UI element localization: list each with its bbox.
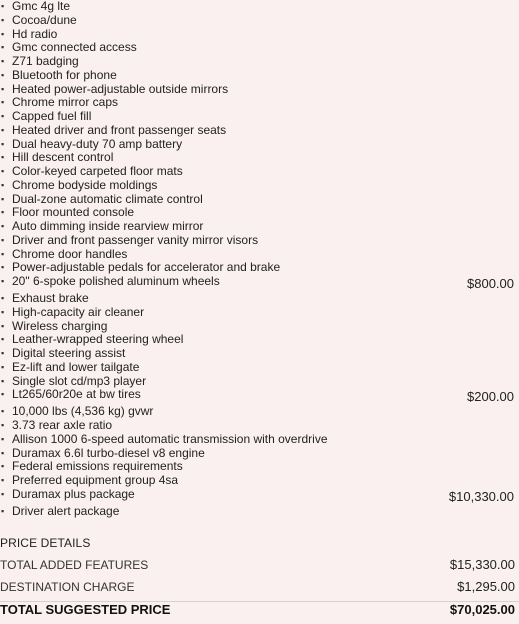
feature-label: Hill descent control	[12, 150, 114, 165]
bullet-icon: ▪	[1, 124, 5, 135]
feature-label: Federal emissions requirements	[12, 459, 183, 474]
feature-label: Color-keyed carpeted floor mats	[12, 164, 183, 178]
bullet-icon: ▪	[1, 505, 5, 516]
bullet-icon: ▪	[1, 406, 5, 417]
feature-label: Preferred equipment group 4sa	[12, 473, 179, 487]
feature-label: Duramax plus package	[12, 486, 135, 501]
bullet-icon: ▪	[1, 56, 5, 66]
feature-label: Capped fuel fill	[12, 109, 92, 123]
total-added-features-value: $15,330.00	[449, 557, 515, 572]
bullet-icon: ▪	[1, 306, 5, 317]
feature-label: Floor mounted console	[12, 205, 135, 220]
bullet-icon: ▪	[1, 152, 5, 163]
feature-item	[0, 179, 519, 193]
bullet-icon: ▪	[1, 488, 5, 499]
bullet-icon: ▪	[1, 111, 5, 121]
feature-label: High-capacity air cleaner	[12, 304, 145, 319]
feature-price: $10,330.00	[448, 488, 514, 504]
bullet-icon: ▪	[1, 433, 5, 444]
feature-item	[0, 375, 519, 389]
feature-label: Bluetooth for phone	[12, 67, 117, 82]
bullet-icon: ▪	[1, 361, 5, 372]
bullet-icon: ▪	[1, 193, 5, 204]
bullet-icon: ▪	[1, 97, 5, 108]
bullet-icon: ▪	[1, 420, 5, 430]
feature-item	[0, 347, 519, 361]
feature-item	[0, 275, 519, 292]
bullet-icon: ▪	[1, 221, 5, 231]
total-suggested-price-row	[0, 602, 519, 624]
feature-label: Chrome bodyside moldings	[12, 177, 158, 192]
bullet-icon: ▪	[1, 179, 5, 190]
feature-item	[0, 292, 519, 306]
feature-label: Chrome door handles	[12, 246, 128, 261]
feature-item	[0, 138, 519, 152]
bullet-icon: ▪	[1, 234, 5, 245]
feature-label: Digital steering assist	[12, 346, 126, 360]
feature-item	[0, 460, 519, 474]
bullet-icon: ▪	[1, 83, 5, 94]
bullet-icon: ▪	[1, 138, 5, 149]
price-details	[0, 536, 519, 624]
price-details-title: PRICE DETAILS	[0, 536, 91, 550]
feature-label: Allison 1000 6-speed automatic transmission with overdrive	[12, 431, 328, 446]
feature-item	[0, 14, 519, 28]
feature-item	[0, 388, 519, 405]
feature-label: Ez-lift and lower tailgate	[12, 359, 140, 374]
feature-item	[0, 433, 519, 447]
feature-item	[0, 220, 519, 234]
bullet-icon: ▪	[1, 248, 5, 259]
bullet-icon: ▪	[1, 375, 5, 386]
feature-item	[0, 124, 519, 138]
feature-item	[0, 55, 519, 69]
total-added-features-row	[0, 557, 519, 579]
feature-item	[0, 41, 519, 55]
feature-price: $800.00	[467, 276, 514, 291]
feature-item	[0, 306, 519, 320]
feature-item	[0, 69, 519, 83]
feature-item	[0, 261, 519, 275]
feature-label: Gmc 4g lte	[12, 0, 71, 13]
feature-label: Heated driver and front passenger seats	[12, 122, 227, 137]
feature-item	[0, 28, 519, 42]
feature-item	[0, 488, 519, 505]
feature-item	[0, 165, 519, 179]
feature-label: Chrome mirror caps	[12, 95, 119, 110]
bullet-icon: ▪	[1, 320, 5, 331]
bullet-icon: ▪	[1, 207, 5, 218]
bullet-icon: ▪	[1, 1, 5, 11]
feature-item	[0, 505, 519, 519]
feature-item	[0, 0, 519, 14]
feature-item	[0, 333, 519, 347]
feature-label: Dual heavy-duty 70 amp battery	[12, 136, 183, 151]
feature-item	[0, 474, 519, 488]
bullet-icon: ▪	[1, 262, 5, 273]
bullet-icon: ▪	[1, 293, 5, 303]
feature-item	[0, 96, 519, 110]
feature-item	[0, 234, 519, 248]
feature-label: Hd radio	[12, 26, 58, 41]
bullet-icon: ▪	[1, 447, 5, 458]
feature-label: Cocoa/dune	[12, 12, 77, 27]
feature-label: Gmc connected access	[12, 40, 137, 55]
feature-label: Single slot cd/mp3 player	[12, 373, 147, 388]
total-suggested-price-value: $70,025.00	[449, 602, 515, 617]
feature-item	[0, 419, 519, 433]
feature-item	[0, 405, 519, 419]
total-suggested-price-label: TOTAL SUGGESTED PRICE	[0, 602, 171, 617]
feature-label: 10,000 lbs (4,536 kg) gvwr	[12, 404, 154, 419]
feature-item	[0, 193, 519, 207]
total-added-features-label: TOTAL ADDED FEATURES	[0, 558, 149, 572]
bullet-icon: ▪	[1, 42, 5, 53]
feature-label: Wireless charging	[12, 318, 108, 333]
feature-item	[0, 320, 519, 334]
bullet-icon: ▪	[1, 14, 5, 25]
bullet-icon: ▪	[1, 348, 5, 358]
feature-label: Z71 badging	[12, 54, 79, 68]
feature-label: Exhaust brake	[12, 291, 89, 305]
bullet-icon: ▪	[1, 334, 5, 345]
bullet-icon: ▪	[1, 28, 5, 39]
feature-item	[0, 447, 519, 461]
feature-label: Driver alert package	[12, 503, 120, 518]
feature-label: Driver and front passenger vanity mirror visors	[12, 232, 259, 247]
feature-label: Leather-wrapped steering wheel	[12, 332, 184, 347]
feature-item	[0, 151, 519, 165]
feature-label: 20" 6-spoke polished aluminum wheels	[12, 274, 220, 288]
feature-label: Heated power-adjustable outside mirrors	[12, 81, 229, 96]
feature-item	[0, 83, 519, 97]
feature-item	[0, 110, 519, 124]
feature-label: Power-adjustable pedals for accelerator and brake	[12, 260, 281, 275]
bullet-icon: ▪	[1, 461, 5, 472]
feature-item	[0, 361, 519, 375]
bullet-icon: ▪	[1, 69, 5, 80]
bullet-icon: ▪	[1, 276, 5, 286]
feature-item	[0, 248, 519, 262]
destination-charge-value: $1,295.00	[457, 579, 515, 594]
feature-label: Lt265/60r20e at bw tires	[12, 387, 141, 402]
destination-charge-row	[0, 579, 519, 601]
feature-label: Auto dimming inside rearview mirror	[12, 219, 204, 233]
bullet-icon: ▪	[1, 475, 5, 485]
destination-charge-label: DESTINATION CHARGE	[0, 580, 135, 594]
feature-label: Duramax 6.6l turbo-diesel v8 engine	[12, 445, 205, 460]
feature-item	[0, 206, 519, 220]
feature-label: 3.73 rear axle ratio	[12, 418, 113, 432]
bullet-icon: ▪	[1, 389, 5, 400]
feature-price: $200.00	[467, 389, 514, 405]
bullet-icon: ▪	[1, 166, 5, 176]
feature-label: Dual-zone automatic climate control	[12, 191, 203, 206]
